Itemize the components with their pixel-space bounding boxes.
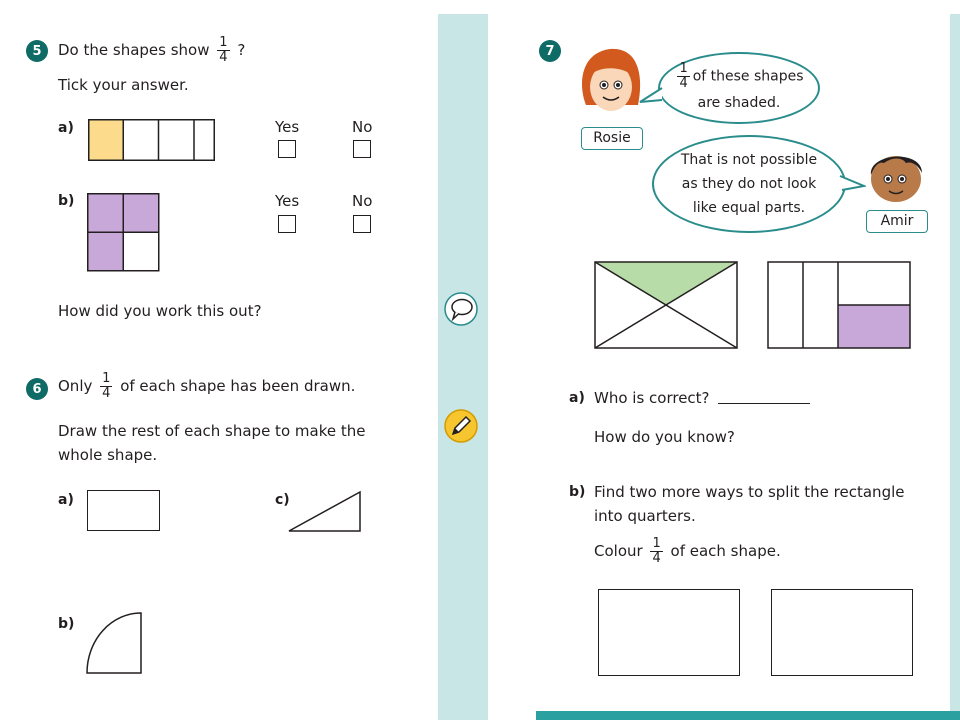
q6-frac-num: 1 <box>102 371 111 386</box>
rosie-frac-den: 4 <box>679 75 688 91</box>
amir-line2: as they do not look <box>681 176 817 192</box>
q7-part-a-text: Who is correct? <box>594 389 710 407</box>
q7-blank-rectangle-1[interactable] <box>598 589 740 676</box>
q5b-yes-label: Yes <box>275 192 300 210</box>
q7-part-b-line1: Find two more ways to split the rectangle <box>594 483 905 501</box>
q5-square-shape <box>87 193 160 276</box>
q7-colour-post: of each shape. <box>670 542 781 560</box>
q6-fraction <box>100 372 112 401</box>
rosie-avatar <box>578 45 644 129</box>
q7-part-a-text2: How do you know? <box>594 428 735 446</box>
q5a-no-checkbox[interactable] <box>353 140 371 158</box>
amir-line1: That is not possible <box>680 152 818 168</box>
discussion-icon <box>444 292 478 330</box>
q6-part-b-label: b) <box>58 616 75 632</box>
amir-avatar <box>862 145 930 211</box>
amir-speech-bubble <box>652 135 846 233</box>
q7-diagonal-rectangle <box>594 261 738 353</box>
q7-answer-line[interactable] <box>718 403 810 404</box>
right-edge-strip <box>950 14 960 720</box>
q5-prompt-post: ? <box>237 41 246 59</box>
q7-colour-fraction <box>650 537 662 566</box>
q7-colour-instruction <box>594 537 781 566</box>
q6a-rectangle <box>87 490 160 531</box>
q6-instruction-line1: Draw the rest of each shape to make the <box>58 422 366 440</box>
q7-colour-frac-num: 1 <box>652 536 661 551</box>
q5-part-b-label: b) <box>58 193 75 209</box>
q5b-yes-checkbox[interactable] <box>278 215 296 233</box>
q6c-triangle <box>286 489 364 537</box>
rosie-bubble-tail <box>638 86 664 112</box>
q5-followup: How did you work this out? <box>58 302 262 320</box>
q7-split-rectangle <box>767 261 911 353</box>
pencil-icon <box>444 409 478 447</box>
q7-part-b-label: b) <box>569 484 586 500</box>
question-5-prompt <box>58 36 245 65</box>
rosie-frac-num: 1 <box>679 60 688 76</box>
question-5-badge: 5 <box>26 40 48 62</box>
q7-colour-pre: Colour <box>594 542 643 560</box>
q6-prompt-pre: Only <box>58 377 93 395</box>
page-gutter <box>438 14 488 720</box>
amir-name-tag: Amir <box>866 210 928 233</box>
rosie-line2: are shaded. <box>697 94 781 111</box>
q5-instruction: Tick your answer. <box>58 76 189 94</box>
amir-line3: like equal parts. <box>692 200 806 216</box>
q6-instruction-line2: whole shape. <box>58 446 158 464</box>
rosie-fraction <box>677 62 689 91</box>
q7-part-b-line2: into quarters. <box>594 507 696 525</box>
q6-prompt-post: of each shape has been drawn. <box>120 377 356 395</box>
q5-part-a-label: a) <box>58 120 74 136</box>
q5a-yes-label: Yes <box>275 118 300 136</box>
q5-frac-num: 1 <box>219 35 228 50</box>
rosie-speech-bubble <box>658 52 820 124</box>
q6-part-c-label: c) <box>275 492 290 508</box>
q5a-no-label: No <box>352 118 373 136</box>
q5-frac-den: 4 <box>219 50 228 65</box>
question-6-prompt <box>58 372 355 401</box>
q6b-quarter-circle <box>85 611 145 679</box>
rosie-line1: of these shapes <box>692 68 804 84</box>
q5b-no-checkbox[interactable] <box>353 215 371 233</box>
question-7-badge: 7 <box>539 40 561 62</box>
q6-part-a-label: a) <box>58 492 74 508</box>
q7-colour-frac-den: 4 <box>652 551 661 566</box>
q5a-yes-checkbox[interactable] <box>278 140 296 158</box>
q5-prompt-pre: Do the shapes show <box>58 41 210 59</box>
bottom-bar <box>536 711 960 720</box>
q5-bar-shape <box>88 119 216 166</box>
q6-frac-den: 4 <box>102 386 111 401</box>
rosie-name-tag: Rosie <box>581 127 643 150</box>
q7-blank-rectangle-2[interactable] <box>771 589 913 676</box>
question-6-badge: 6 <box>26 378 48 400</box>
q5b-no-label: No <box>352 192 373 210</box>
q5-fraction <box>217 36 229 65</box>
q7-part-a-label: a) <box>569 390 585 406</box>
